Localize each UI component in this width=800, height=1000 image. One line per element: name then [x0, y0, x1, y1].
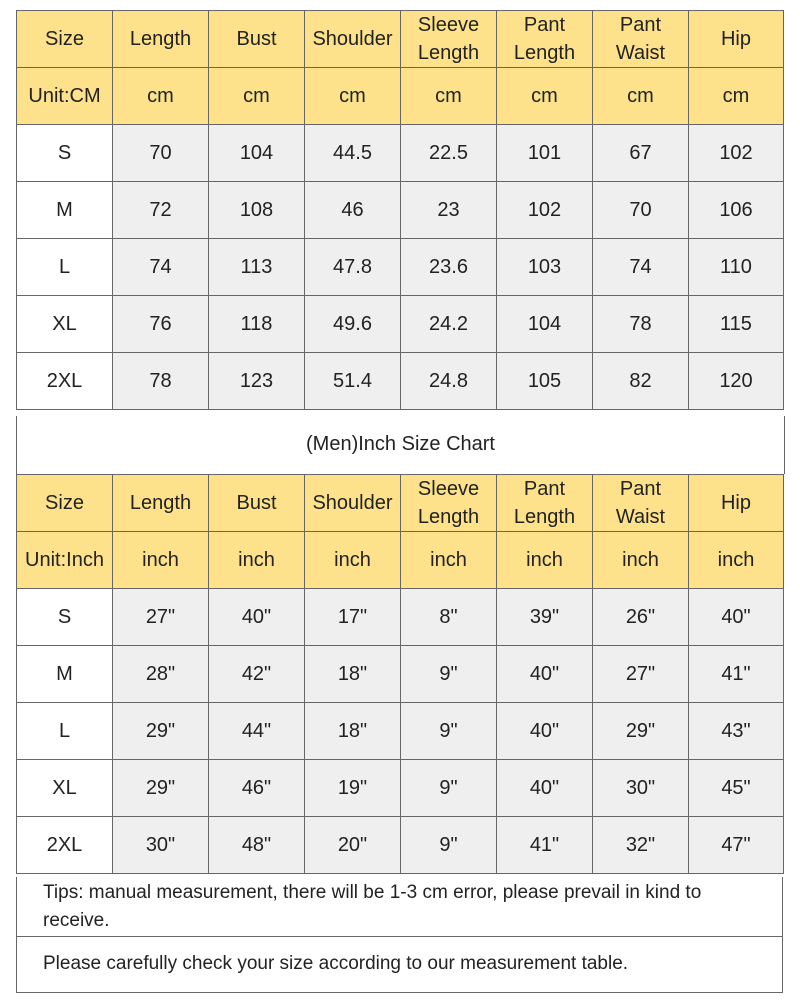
value-cell: 29"	[113, 760, 209, 817]
value-cell: 46	[305, 182, 401, 239]
value-cell: 47.8	[305, 239, 401, 296]
value-cell: 70	[113, 125, 209, 182]
value-cell: 42"	[209, 646, 305, 703]
tips-note: Tips: manual measurement, there will be 1-3 cm error, please prevail in kind to receive.	[16, 877, 783, 937]
value-cell: 101	[497, 125, 593, 182]
value-cell: 9"	[401, 703, 497, 760]
value-cell: 8"	[401, 589, 497, 646]
value-cell: 41"	[497, 817, 593, 874]
value-cell: 40"	[497, 703, 593, 760]
value-cell: 17"	[305, 589, 401, 646]
inch-chart-title: (Men)Inch Size Chart	[16, 416, 785, 474]
size-cell: L	[17, 239, 113, 296]
inch-size-table	[16, 474, 784, 874]
value-cell: 104	[209, 125, 305, 182]
value-cell: 22.5	[401, 125, 497, 182]
value-cell: 27"	[113, 589, 209, 646]
value-cell: 40"	[209, 589, 305, 646]
header-cell: Length	[113, 11, 209, 68]
value-cell: 78	[593, 296, 689, 353]
value-cell: 30"	[113, 817, 209, 874]
size-cell: M	[17, 182, 113, 239]
unit-cell: inch	[593, 532, 689, 589]
unit-cell: inch	[305, 532, 401, 589]
unit-cell: inch	[497, 532, 593, 589]
unit-cell: Unit:CM	[17, 68, 113, 125]
value-cell: 46"	[209, 760, 305, 817]
unit-cell: cm	[305, 68, 401, 125]
value-cell: 23	[401, 182, 497, 239]
cm-unit-row	[17, 68, 784, 125]
table-row	[17, 182, 784, 239]
size-cell: M	[17, 646, 113, 703]
value-cell: 44.5	[305, 125, 401, 182]
value-cell: 27"	[593, 646, 689, 703]
value-cell: 78	[113, 353, 209, 410]
table-row	[17, 353, 784, 410]
value-cell: 108	[209, 182, 305, 239]
value-cell: 76	[113, 296, 209, 353]
header-cell: Pant Length	[497, 475, 593, 532]
value-cell: 102	[497, 182, 593, 239]
header-cell: Size	[17, 475, 113, 532]
header-cell: Size	[17, 11, 113, 68]
header-cell: Pant Waist	[593, 475, 689, 532]
unit-cell: Unit:Inch	[17, 532, 113, 589]
size-cell: 2XL	[17, 817, 113, 874]
value-cell: 120	[689, 353, 784, 410]
value-cell: 29"	[593, 703, 689, 760]
value-cell: 9"	[401, 646, 497, 703]
value-cell: 115	[689, 296, 784, 353]
unit-cell: cm	[593, 68, 689, 125]
value-cell: 44"	[209, 703, 305, 760]
table-row	[17, 703, 784, 760]
header-cell: Hip	[689, 11, 784, 68]
unit-cell: cm	[113, 68, 209, 125]
value-cell: 105	[497, 353, 593, 410]
value-cell: 45"	[689, 760, 784, 817]
value-cell: 72	[113, 182, 209, 239]
value-cell: 39"	[497, 589, 593, 646]
header-cell: Shoulder	[305, 475, 401, 532]
check-size-note: Please carefully check your size according to our measurement table.	[16, 937, 783, 993]
value-cell: 40"	[497, 760, 593, 817]
size-cell: S	[17, 589, 113, 646]
value-cell: 41"	[689, 646, 784, 703]
value-cell: 110	[689, 239, 784, 296]
value-cell: 123	[209, 353, 305, 410]
header-cell: Sleeve Length	[401, 475, 497, 532]
size-cell: XL	[17, 760, 113, 817]
table-row	[17, 125, 784, 182]
value-cell: 49.6	[305, 296, 401, 353]
inch-header-row	[17, 475, 784, 532]
value-cell: 74	[593, 239, 689, 296]
value-cell: 47"	[689, 817, 784, 874]
size-cell: S	[17, 125, 113, 182]
unit-cell: cm	[689, 68, 784, 125]
unit-cell: inch	[113, 532, 209, 589]
table-row	[17, 239, 784, 296]
value-cell: 102	[689, 125, 784, 182]
value-cell: 67	[593, 125, 689, 182]
value-cell: 103	[497, 239, 593, 296]
header-cell: Bust	[209, 475, 305, 532]
value-cell: 24.2	[401, 296, 497, 353]
unit-cell: inch	[209, 532, 305, 589]
unit-cell: cm	[497, 68, 593, 125]
unit-cell: cm	[209, 68, 305, 125]
value-cell: 9"	[401, 817, 497, 874]
value-cell: 70	[593, 182, 689, 239]
unit-cell: inch	[689, 532, 784, 589]
table-row	[17, 296, 784, 353]
value-cell: 9"	[401, 760, 497, 817]
value-cell: 106	[689, 182, 784, 239]
value-cell: 28"	[113, 646, 209, 703]
table-row	[17, 646, 784, 703]
table-row	[17, 589, 784, 646]
value-cell: 24.8	[401, 353, 497, 410]
value-cell: 40"	[689, 589, 784, 646]
value-cell: 29"	[113, 703, 209, 760]
header-cell: Pant Length	[497, 11, 593, 68]
size-cell: L	[17, 703, 113, 760]
size-cell: 2XL	[17, 353, 113, 410]
cm-size-table	[16, 10, 784, 410]
value-cell: 43"	[689, 703, 784, 760]
header-cell: Shoulder	[305, 11, 401, 68]
value-cell: 18"	[305, 703, 401, 760]
value-cell: 20"	[305, 817, 401, 874]
header-cell: Length	[113, 475, 209, 532]
value-cell: 30"	[593, 760, 689, 817]
value-cell: 51.4	[305, 353, 401, 410]
header-cell: Hip	[689, 475, 784, 532]
unit-cell: cm	[401, 68, 497, 125]
inch-unit-row	[17, 532, 784, 589]
size-cell: XL	[17, 296, 113, 353]
value-cell: 40"	[497, 646, 593, 703]
value-cell: 104	[497, 296, 593, 353]
header-cell: Pant Waist	[593, 11, 689, 68]
table-row	[17, 760, 784, 817]
value-cell: 82	[593, 353, 689, 410]
value-cell: 48"	[209, 817, 305, 874]
value-cell: 113	[209, 239, 305, 296]
value-cell: 118	[209, 296, 305, 353]
header-cell: Bust	[209, 11, 305, 68]
value-cell: 19"	[305, 760, 401, 817]
unit-cell: inch	[401, 532, 497, 589]
table-row	[17, 817, 784, 874]
value-cell: 18"	[305, 646, 401, 703]
value-cell: 23.6	[401, 239, 497, 296]
value-cell: 26"	[593, 589, 689, 646]
header-cell: Sleeve Length	[401, 11, 497, 68]
value-cell: 74	[113, 239, 209, 296]
value-cell: 32"	[593, 817, 689, 874]
cm-header-row	[17, 11, 784, 68]
